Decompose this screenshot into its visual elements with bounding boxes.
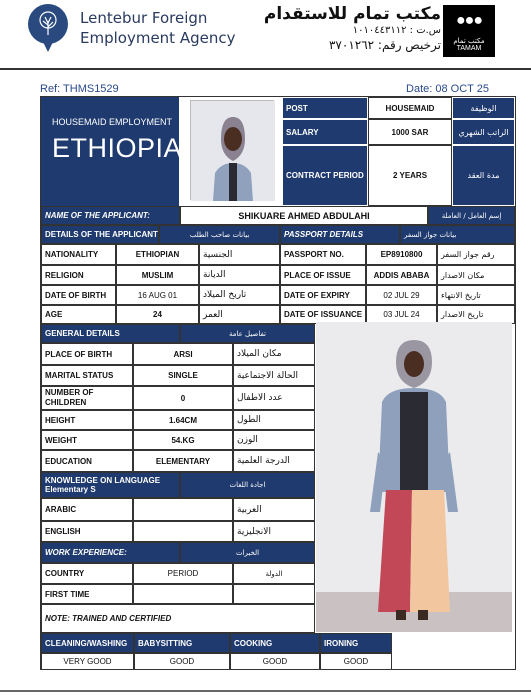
- age-value: 24: [116, 305, 199, 324]
- nationality-label: NATIONALITY: [41, 244, 116, 265]
- applicant-name-label: NAME OF THE APPLICANT:: [41, 206, 180, 225]
- work-country-col: COUNTRY: [41, 563, 133, 584]
- company-name-ar-title: مكتب تمام للاستقدام: [263, 4, 441, 24]
- religion-ar: الديانة: [199, 265, 280, 285]
- details-header: DETAILS OF THE APPLICANT: [41, 225, 159, 244]
- passport-no-value: EP8910800: [366, 244, 437, 265]
- children-label: NUMBER OF CHILDREN: [41, 386, 133, 410]
- company-name-line2: Employment Agency: [80, 29, 236, 47]
- expiry-value: 02 JUL 29: [366, 285, 437, 305]
- expiry-label: DATE OF EXPIRY: [280, 285, 366, 305]
- first-time-label: FIRST TIME: [41, 584, 133, 604]
- footer-divider: [0, 690, 531, 692]
- education-ar: الدرجة العلمية: [233, 450, 315, 472]
- height-label: HEIGHT: [41, 410, 133, 430]
- job-period-value: 2 YEARS: [368, 145, 452, 206]
- skill-babysitting-level: GOOD: [134, 653, 230, 670]
- height-ar: الطول: [233, 410, 315, 430]
- arabic-value: [133, 498, 233, 521]
- title-small: HOUSEMAID EMPLOYMENT: [52, 117, 173, 127]
- marital-label: MARITAL STATUS: [41, 365, 133, 386]
- job-salary-value: 1000 SAR: [368, 119, 452, 145]
- skill-cleaning-label: CLEANING/WASHING: [41, 633, 134, 653]
- marital-value: SINGLE: [133, 365, 233, 386]
- arabic-ar: العربية: [233, 498, 315, 521]
- first-time-period: [133, 584, 233, 604]
- arabic-label: ARABIC: [41, 498, 133, 521]
- issuance-label: DATE OF ISSUANCE: [280, 305, 366, 324]
- company-name-line1: Lentebur Foreign: [80, 9, 208, 27]
- education-value: ELEMENTARY: [133, 450, 233, 472]
- skill-ironing-label: IRONING: [320, 633, 392, 653]
- place-of-issue-ar: مكان الاصدار: [437, 265, 515, 285]
- work-country-ar: الدولة: [233, 563, 315, 584]
- nationality-ar: الجنسية: [199, 244, 280, 265]
- work-header: WORK EXPERIENCE:: [41, 542, 180, 563]
- reference-number: Ref: THMS1529: [40, 83, 119, 95]
- skill-cooking-level: GOOD: [230, 653, 320, 670]
- header-divider: [0, 68, 531, 70]
- religion-value: MUSLIM: [116, 265, 199, 285]
- tamam-logo: [443, 5, 495, 57]
- first-time-country: [233, 584, 315, 604]
- tamam-logo-en: TAMAM: [456, 45, 482, 52]
- job-post-label: POST: [282, 97, 368, 119]
- job-period-label: CONTRACT PERIOD: [282, 145, 368, 206]
- dob-value: 16 AUG 01: [116, 285, 199, 305]
- company-name-ar: [264, 4, 441, 53]
- letterhead: [0, 0, 531, 70]
- job-salary-ar: الراتب الشهري: [452, 119, 515, 145]
- company-license-number: ترخيص رقم: ٣٧٠١٢٦٢: [328, 38, 441, 52]
- applicant-full-body-photo: [316, 322, 512, 632]
- skill-cooking-label: COOKING: [230, 633, 320, 653]
- age-label: AGE: [41, 305, 116, 324]
- job-period-ar: مدة العقد: [452, 145, 515, 206]
- document-date: Date: 08 OCT 25: [406, 83, 489, 95]
- company-name-en: [80, 8, 235, 48]
- company-cr-number: س.ت : ١٠١٠٤٤٣١١٢: [352, 25, 441, 36]
- portrait-figure-icon: [191, 101, 275, 201]
- english-value: [133, 521, 233, 542]
- expiry-ar: تاريخ الانتهاء: [437, 285, 515, 305]
- applicant-portrait-photo: [190, 100, 274, 200]
- religion-label: RELIGION: [41, 265, 116, 285]
- place-of-issue-value: ADDIS ABABA: [366, 265, 437, 285]
- nationality-value: ETHIOPIAN: [116, 244, 199, 265]
- skill-babysitting-label: BABYSITTING: [134, 633, 230, 653]
- issuance-ar: تاريخ الاصدار: [437, 305, 515, 324]
- skill-ironing-level: GOOD: [320, 653, 392, 670]
- dob-label: DATE OF BIRTH: [41, 285, 116, 305]
- language-header-block: [41, 472, 180, 498]
- general-header: GENERAL DETAILS: [41, 324, 180, 343]
- work-header-ar: الخبرات: [180, 542, 315, 563]
- weight-value: 54.KG: [133, 430, 233, 450]
- details-header-ar: بيانات صاحب الطلب: [159, 225, 280, 244]
- applicant-name-ar: إسم العامل / العاملة: [428, 206, 515, 225]
- weight-ar: الوزن: [233, 430, 315, 450]
- children-ar: عدد الاطفال: [233, 386, 315, 410]
- passport-header-ar: بيانات جواز السفر: [400, 225, 515, 244]
- birthplace-value: ARSI: [133, 343, 233, 365]
- weight-label: WEIGHT: [41, 430, 133, 450]
- birthplace-ar: مكان الميلاد: [233, 343, 315, 365]
- education-label: EDUCATION: [41, 450, 133, 472]
- place-of-issue-label: PLACE OF ISSUE: [280, 265, 366, 285]
- age-ar: العمر: [199, 305, 280, 324]
- job-salary-label: SALARY: [282, 119, 368, 145]
- title-block: [42, 97, 183, 205]
- title-country: ETHIOPIA: [52, 133, 183, 163]
- english-label: ENGLISH: [41, 521, 133, 542]
- general-header-ar: تفاصيل عامة: [180, 324, 315, 343]
- language-subheader: Elementary S: [45, 485, 96, 494]
- tree-logo-icon: [33, 9, 63, 39]
- birthplace-label: PLACE OF BIRTH: [41, 343, 133, 365]
- job-post-ar: الوظيفة: [452, 97, 515, 119]
- passport-header: PASSPORT DETAILS: [280, 225, 400, 244]
- language-header: KNOWLEDGE ON LANGUAGE: [45, 476, 161, 485]
- passport-no-ar: رقم جواز السفر: [437, 244, 515, 265]
- full-body-figure-icon: [316, 322, 512, 632]
- applicant-name-value: SHIKUARE AHMED ABDULAHI: [180, 206, 428, 225]
- issuance-value: 03 JUL 24: [366, 305, 437, 324]
- dob-ar: تاريخ الميلاد: [199, 285, 280, 305]
- english-ar: الانجليزية: [233, 521, 315, 542]
- tamam-logo-ar: مكتب تمام: [453, 37, 485, 45]
- marital-ar: الحالة الاجتماعية: [233, 365, 315, 386]
- children-value: 0: [133, 386, 233, 410]
- note-text: NOTE: TRAINED AND CERTIFIED: [41, 604, 315, 633]
- family-figures-icon: ●●●: [456, 12, 482, 29]
- work-period-col: PERIOD: [133, 563, 233, 584]
- height-value: 1.64CM: [133, 410, 233, 430]
- job-post-value: HOUSEMAID: [368, 97, 452, 119]
- language-header-ar: اجادة اللغات: [180, 472, 315, 498]
- passport-no-label: PASSPORT NO.: [280, 244, 366, 265]
- skill-cleaning-level: VERY GOOD: [41, 653, 134, 670]
